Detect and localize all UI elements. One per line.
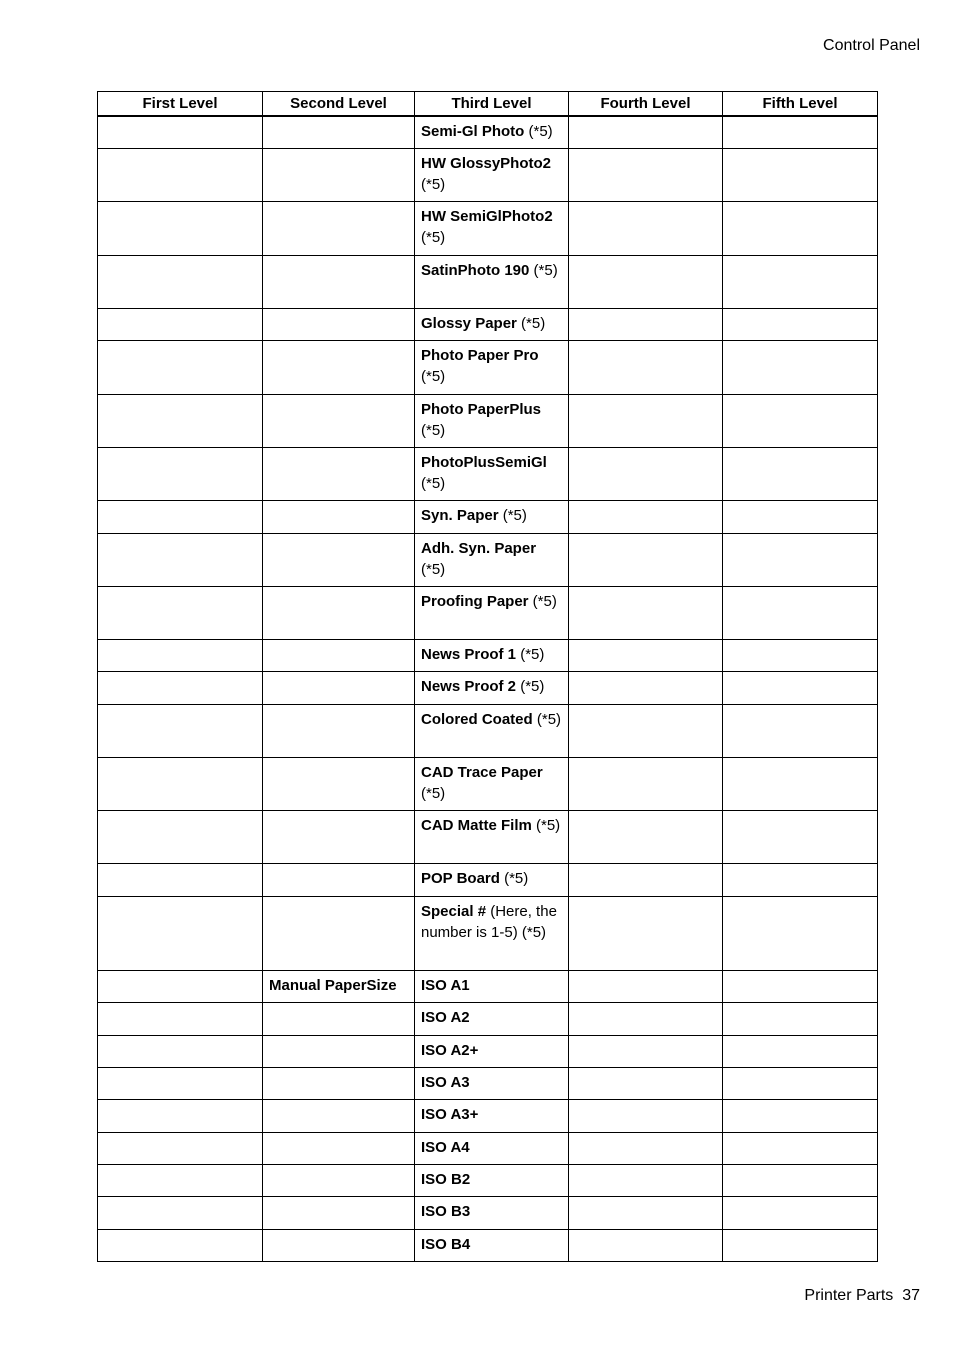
cell-fourth-level xyxy=(569,116,723,148)
cell-second-level xyxy=(263,810,415,863)
cell-fifth-level xyxy=(723,810,878,863)
menu-structure-table xyxy=(97,91,878,1262)
page-number: 37 xyxy=(902,1287,920,1304)
table-row xyxy=(98,1132,878,1164)
third-level-item-note: (*5) xyxy=(524,123,553,140)
third-level-item-name: HW GlossyPhoto2 xyxy=(421,154,552,172)
cell-third-level xyxy=(415,757,569,810)
cell-fourth-level xyxy=(569,340,723,394)
cell-fifth-level xyxy=(723,1196,878,1229)
table-row xyxy=(98,896,878,970)
table-row xyxy=(98,116,878,148)
cell-third-level xyxy=(415,896,569,970)
cell-first-level xyxy=(98,970,263,1002)
cell-third-level xyxy=(415,1035,569,1067)
cell-fifth-level xyxy=(723,447,878,500)
cell-fifth-level xyxy=(723,1002,878,1035)
third-level-item-name: SatinPhoto 190 xyxy=(421,261,530,279)
third-level-item-name: Colored Coated xyxy=(421,710,533,728)
third-level-item-name: Syn. Paper xyxy=(421,506,499,524)
cell-third-level xyxy=(415,810,569,863)
table-row xyxy=(98,671,878,704)
third-level-item-name: Photo Paper Pro xyxy=(421,346,539,364)
third-level-item-note: (*5) xyxy=(528,592,557,610)
table-row xyxy=(98,810,878,863)
cell-fourth-level xyxy=(569,1164,723,1196)
third-level-item-note: (*5) xyxy=(421,175,446,193)
cell-first-level xyxy=(98,863,263,896)
cell-second-level: Manual PaperSize xyxy=(263,970,415,1002)
cell-fourth-level xyxy=(569,863,723,896)
table-row xyxy=(98,500,878,533)
table-row xyxy=(98,1164,878,1196)
cell-fourth-level xyxy=(569,1132,723,1164)
cell-first-level xyxy=(98,1132,263,1164)
table-row xyxy=(98,970,878,1002)
table-row xyxy=(98,1067,878,1099)
cell-fourth-level xyxy=(569,1002,723,1035)
cell-second-level xyxy=(263,1099,415,1132)
third-level-item-name: ISO B4 xyxy=(421,1235,471,1253)
cell-third-level xyxy=(415,394,569,447)
cell-first-level xyxy=(98,586,263,639)
cell-third-level xyxy=(415,671,569,704)
cell-fourth-level xyxy=(569,201,723,255)
table-row xyxy=(98,1035,878,1067)
third-level-item-name: Special # xyxy=(421,902,487,920)
cell-third-level xyxy=(415,970,569,1002)
cell-fifth-level xyxy=(723,1035,878,1067)
cell-fifth-level xyxy=(723,116,878,148)
cell-second-level xyxy=(263,1132,415,1164)
cell-fourth-level xyxy=(569,533,723,586)
cell-third-level xyxy=(415,533,569,586)
third-level-item-note: (*5) xyxy=(499,869,529,887)
cell-fourth-level xyxy=(569,896,723,970)
cell-first-level xyxy=(98,447,263,500)
third-level-item-name: Adh. Syn. Paper xyxy=(421,539,537,557)
cell-first-level xyxy=(98,255,263,308)
cell-second-level xyxy=(263,1164,415,1196)
table-header-row xyxy=(98,92,878,117)
cell-third-level xyxy=(415,586,569,639)
third-level-item-name: CAD Matte Film xyxy=(421,816,532,834)
table-row xyxy=(98,1196,878,1229)
third-level-item-name: News Proof 2 xyxy=(421,677,517,695)
table-body xyxy=(98,116,878,1261)
table-row xyxy=(98,447,878,500)
cell-first-level xyxy=(98,1164,263,1196)
cell-first-level xyxy=(98,810,263,863)
cell-second-level xyxy=(263,533,415,586)
cell-first-level xyxy=(98,308,263,340)
cell-third-level xyxy=(415,308,569,340)
cell-third-level xyxy=(415,201,569,255)
cell-third-level xyxy=(415,116,569,148)
third-level-item-note: (*5) xyxy=(421,784,446,802)
cell-second-level xyxy=(263,586,415,639)
cell-fourth-level xyxy=(569,1099,723,1132)
third-level-item-name: ISO B3 xyxy=(421,1202,471,1220)
cell-first-level xyxy=(98,201,263,255)
cell-second-level xyxy=(263,1035,415,1067)
cell-third-level xyxy=(415,1164,569,1196)
cell-fourth-level xyxy=(569,671,723,704)
table-row xyxy=(98,757,878,810)
cell-fourth-level xyxy=(569,1196,723,1229)
cell-fourth-level xyxy=(569,810,723,863)
page-section-title: Control Panel xyxy=(823,37,920,54)
third-level-item-name: Glossy Paper xyxy=(421,314,517,332)
cell-third-level xyxy=(415,1196,569,1229)
cell-fifth-level xyxy=(723,394,878,447)
cell-third-level xyxy=(415,1067,569,1099)
cell-fifth-level xyxy=(723,500,878,533)
table-row xyxy=(98,533,878,586)
third-level-item-name: Proofing Paper xyxy=(421,592,529,610)
cell-third-level xyxy=(415,704,569,757)
cell-first-level xyxy=(98,896,263,970)
cell-first-level xyxy=(98,1067,263,1099)
cell-fourth-level xyxy=(569,394,723,447)
cell-first-level xyxy=(98,1196,263,1229)
table-row xyxy=(98,639,878,671)
third-level-item-note: (*5) xyxy=(421,421,446,439)
cell-second-level xyxy=(263,1067,415,1099)
cell-third-level xyxy=(415,639,569,671)
cell-first-level xyxy=(98,671,263,704)
column-header-first-level: First Level xyxy=(98,92,263,117)
cell-second-level xyxy=(263,704,415,757)
third-level-item-name: HW SemiGlPhoto2 xyxy=(421,207,553,225)
table-row xyxy=(98,308,878,340)
cell-fourth-level xyxy=(569,148,723,201)
cell-fourth-level xyxy=(569,500,723,533)
cell-first-level xyxy=(98,500,263,533)
cell-fifth-level xyxy=(723,1164,878,1196)
cell-second-level xyxy=(263,757,415,810)
cell-third-level xyxy=(415,1002,569,1035)
cell-fifth-level xyxy=(723,671,878,704)
cell-fifth-level xyxy=(723,533,878,586)
cell-second-level xyxy=(263,896,415,970)
third-level-item-name: ISO A3 xyxy=(421,1073,470,1091)
third-level-item-note: (*5) xyxy=(498,506,527,524)
cell-first-level xyxy=(98,116,263,148)
page-footer xyxy=(804,1287,920,1305)
cell-third-level xyxy=(415,255,569,308)
cell-fifth-level xyxy=(723,148,878,201)
table-row xyxy=(98,863,878,896)
cell-first-level xyxy=(98,1035,263,1067)
cell-third-level xyxy=(415,148,569,201)
table-row xyxy=(98,586,878,639)
cell-second-level xyxy=(263,148,415,201)
cell-second-level xyxy=(263,340,415,394)
cell-fourth-level xyxy=(569,308,723,340)
table-row xyxy=(98,1229,878,1261)
third-level-item-name: News Proof 1 xyxy=(421,645,517,663)
cell-third-level xyxy=(415,340,569,394)
cell-fifth-level xyxy=(723,863,878,896)
cell-fifth-level xyxy=(723,896,878,970)
third-level-item-name: ISO A3+ xyxy=(421,1105,479,1123)
cell-fourth-level xyxy=(569,639,723,671)
cell-fifth-level xyxy=(723,1099,878,1132)
third-level-item-name: ISO A2+ xyxy=(421,1041,479,1059)
third-level-item-name: ISO A4 xyxy=(421,1138,470,1156)
cell-second-level xyxy=(263,1196,415,1229)
cell-fifth-level xyxy=(723,201,878,255)
cell-third-level xyxy=(415,500,569,533)
cell-fifth-level xyxy=(723,340,878,394)
cell-second-level xyxy=(263,500,415,533)
column-header-fourth-level: Fourth Level xyxy=(569,92,723,117)
third-level-item-name: Photo PaperPlus xyxy=(421,400,542,418)
cell-second-level xyxy=(263,1229,415,1261)
cell-fifth-level xyxy=(723,1132,878,1164)
cell-second-level xyxy=(263,255,415,308)
third-level-item-note: (*5) xyxy=(421,474,446,492)
cell-first-level xyxy=(98,639,263,671)
third-level-item-name: CAD Trace Paper xyxy=(421,763,543,781)
cell-first-level xyxy=(98,533,263,586)
cell-third-level xyxy=(415,1132,569,1164)
cell-first-level xyxy=(98,394,263,447)
cell-fourth-level xyxy=(569,704,723,757)
cell-third-level xyxy=(415,863,569,896)
cell-second-level xyxy=(263,447,415,500)
cell-fourth-level xyxy=(569,255,723,308)
cell-second-level xyxy=(263,394,415,447)
table-row xyxy=(98,201,878,255)
cell-first-level xyxy=(98,1229,263,1261)
cell-third-level xyxy=(415,1229,569,1261)
cell-fifth-level xyxy=(723,970,878,1002)
cell-second-level xyxy=(263,671,415,704)
table-row xyxy=(98,394,878,447)
cell-second-level xyxy=(263,1002,415,1035)
third-level-item-note: (*5) xyxy=(529,261,558,279)
cell-second-level xyxy=(263,116,415,148)
third-level-item-note: (*5) xyxy=(421,560,446,578)
cell-fourth-level xyxy=(569,1067,723,1099)
cell-fourth-level xyxy=(569,447,723,500)
cell-fifth-level xyxy=(723,308,878,340)
third-level-item-note: (*5) xyxy=(421,228,446,246)
table-row xyxy=(98,148,878,201)
third-level-item-note: (*5) xyxy=(421,367,446,385)
cell-fifth-level xyxy=(723,586,878,639)
table-row xyxy=(98,340,878,394)
cell-fifth-level xyxy=(723,255,878,308)
column-header-second-level: Second Level xyxy=(263,92,415,117)
third-level-item-note: (*5) xyxy=(532,710,562,728)
table-row xyxy=(98,1002,878,1035)
cell-second-level xyxy=(263,308,415,340)
third-level-item-note: (*5) xyxy=(531,816,561,834)
cell-second-level xyxy=(263,201,415,255)
third-level-item-name: Semi-Gl Photo xyxy=(421,123,525,140)
third-level-item-note: (Here, the number is 1-5) (*5) xyxy=(421,902,557,941)
cell-second-level xyxy=(263,639,415,671)
cell-first-level xyxy=(98,1002,263,1035)
cell-third-level xyxy=(415,1099,569,1132)
third-level-item-name: ISO A2 xyxy=(421,1008,470,1026)
cell-first-level xyxy=(98,757,263,810)
third-level-item-name: ISO B2 xyxy=(421,1170,471,1188)
third-level-item-note: (*5) xyxy=(516,677,545,695)
cell-first-level xyxy=(98,704,263,757)
third-level-item-note: (*5) xyxy=(516,314,546,332)
cell-fourth-level xyxy=(569,586,723,639)
cell-fourth-level xyxy=(569,1035,723,1067)
cell-fifth-level xyxy=(723,1229,878,1261)
column-header-fifth-level: Fifth Level xyxy=(723,92,878,117)
third-level-item-name: PhotoPlusSemiGl xyxy=(421,453,547,471)
cell-fourth-level xyxy=(569,970,723,1002)
cell-third-level xyxy=(415,447,569,500)
cell-fourth-level xyxy=(569,757,723,810)
cell-fifth-level xyxy=(723,704,878,757)
third-level-item-name: ISO A1 xyxy=(421,976,470,994)
cell-second-level xyxy=(263,863,415,896)
cell-fifth-level xyxy=(723,639,878,671)
cell-fifth-level xyxy=(723,1067,878,1099)
cell-first-level xyxy=(98,340,263,394)
footer-chapter: Printer Parts xyxy=(804,1287,894,1304)
cell-first-level xyxy=(98,148,263,201)
column-header-third-level: Third Level xyxy=(415,92,569,117)
third-level-item-name: POP Board xyxy=(421,869,500,887)
third-level-item-note: (*5) xyxy=(516,645,545,663)
cell-first-level xyxy=(98,1099,263,1132)
cell-fourth-level xyxy=(569,1229,723,1261)
cell-fifth-level xyxy=(723,757,878,810)
table-row xyxy=(98,1099,878,1132)
table-row xyxy=(98,704,878,757)
table-row xyxy=(98,255,878,308)
